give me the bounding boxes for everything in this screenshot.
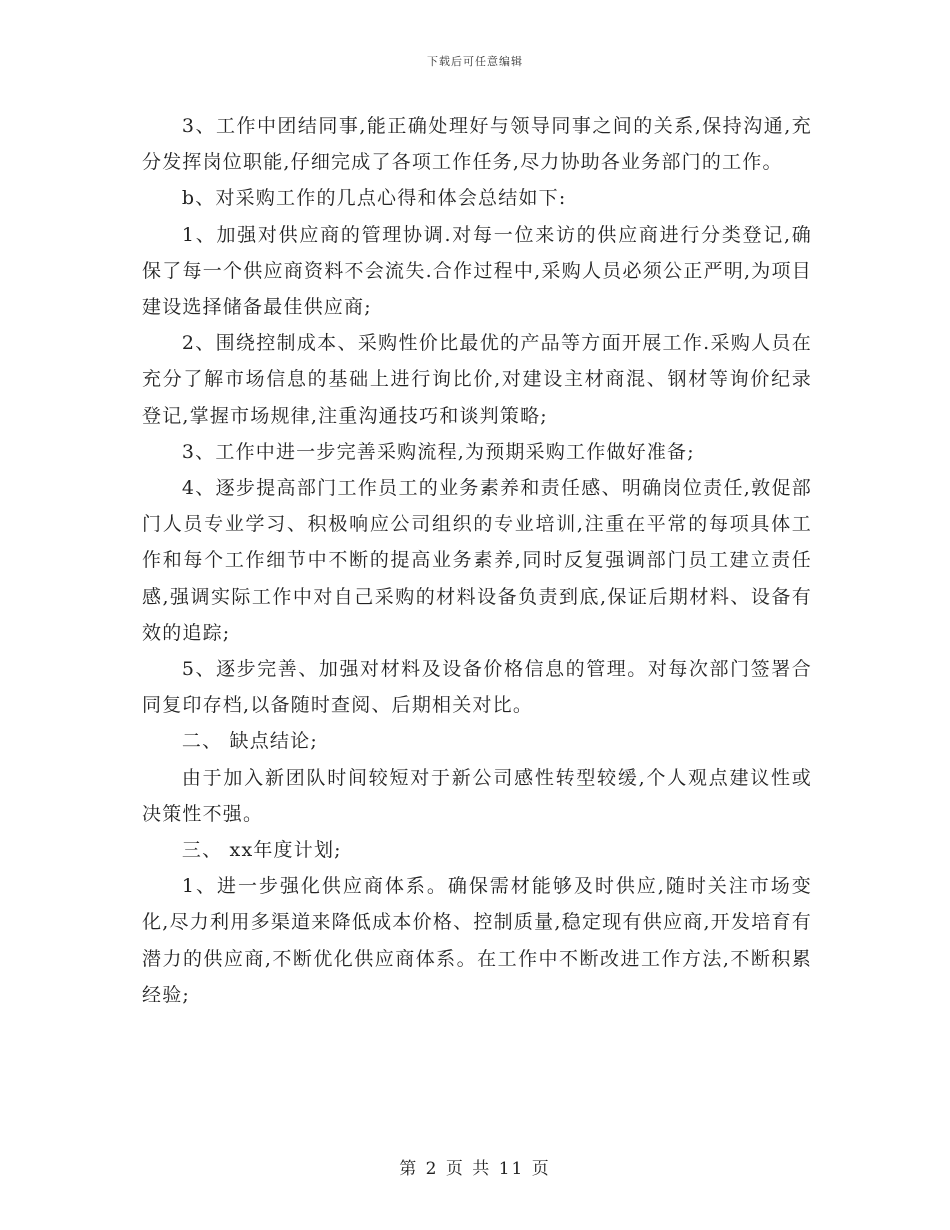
paragraph: 3、工作中进一步完善采购流程,为预期采购工作做好准备; [181, 440, 695, 463]
paragraph: b、对采购工作的几点心得和体会总结如下: [181, 187, 567, 210]
paragraph: 3、工作中团结同事,能正确处理好与领导同事之间的关系,保持沟通,充分发挥岗位职能,仔细完成了各项工作任务,尽力协助各业务部门的工作。 [142, 115, 812, 174]
section-heading: 三、 xx年度计划; [181, 839, 342, 862]
page-header: 下载后可任意编辑 [427, 55, 523, 68]
paragraph: 5、逐步完善、加强对材料及设备价格信息的管理。对每次部门签署合同复印存档,以备随时查阅、后期相关对比。 [142, 658, 812, 717]
paragraph: 2、围绕控制成本、采购性价比最优的产品等方面开展工作.采购人员在充分了解市场信息的基础上进行询比价,对建设主材商混、钢材等询价纪录登记,掌握市场规律,注重沟通技巧和谈判策略; [142, 332, 812, 427]
document-body [142, 108, 812, 1013]
paragraph: 1、进一步强化供应商体系。确保需材能够及时供应,随时关注市场变化,尽力利用多渠道来降低成本价格、控制质量,稳定现有供应商,开发培育有潜力的供应商,不断优化供应商体系。在工作中不断改进工作方法,不断积累经验; [142, 875, 812, 1006]
paragraph: 1、加强对供应商的管理协调.对每一位来访的供应商进行分类登记,确保了每一个供应商资料不会流失.合作过程中,采购人员必须公正严明,为项目建设选择储备最佳供应商; [142, 223, 812, 319]
section-heading: 二、 缺点结论; [181, 730, 318, 753]
page-footer: 第 2 页 共 11 页 [399, 1159, 551, 1179]
paragraph: 由于加入新团队时间较短对于新公司感性转型较缓,个人观点建议性或决策性不强。 [142, 766, 812, 825]
paragraph: 4、逐步提高部门工作员工的业务素养和责任感、明确岗位责任,敦促部门人员专业学习、积极响应公司组织的专业培训,注重在平常的每项具体工作和每个工作细节中不断的提高业务素养,同时反复强调部门员工建立责任感,强调实际工作中对自己采购的材料设备负责到底,保证后期材料、设备有效的追踪; [142, 477, 812, 644]
